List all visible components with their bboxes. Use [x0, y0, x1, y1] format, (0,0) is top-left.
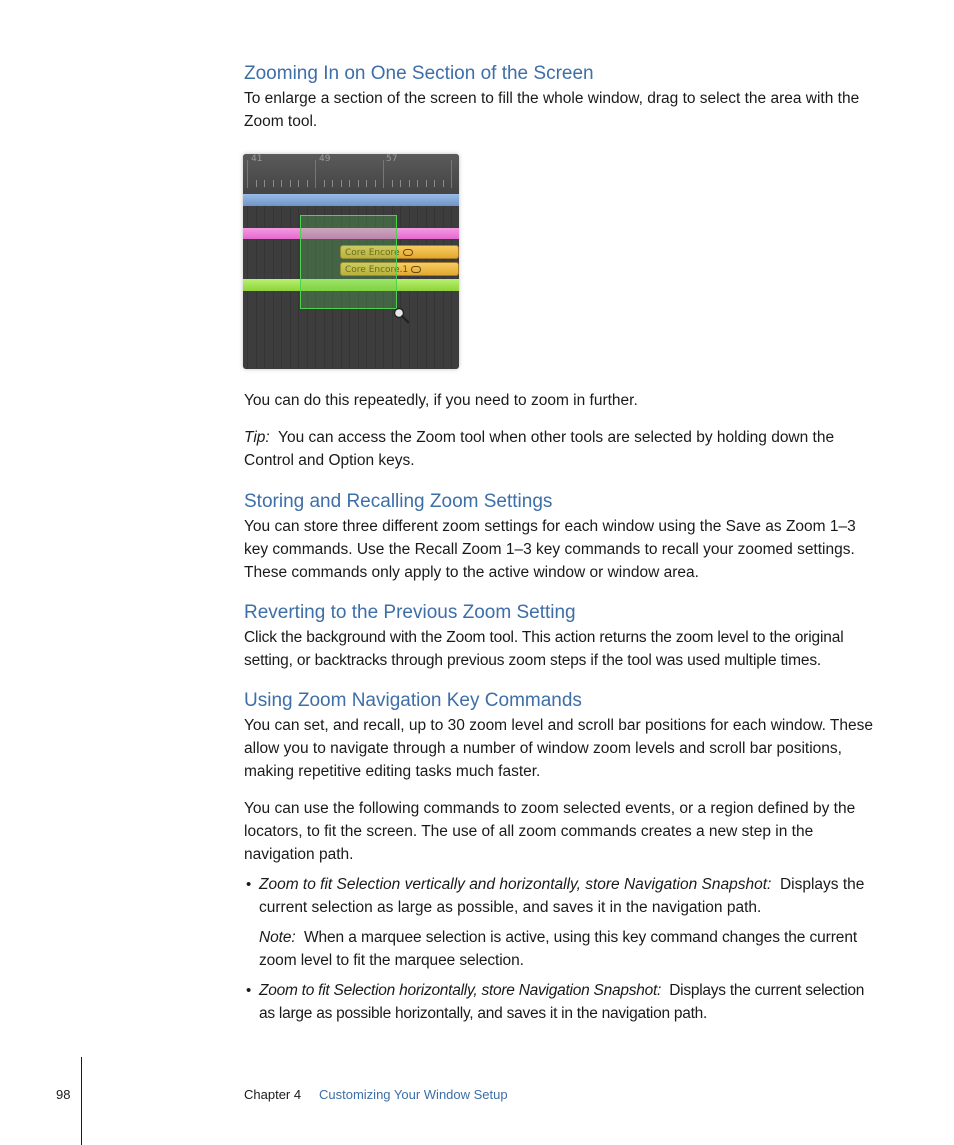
ruler-tick	[315, 160, 316, 188]
zoom-tool-screenshot	[243, 154, 459, 369]
ruler-tick	[375, 180, 376, 187]
bullet-note	[259, 926, 876, 972]
ruler-tick	[247, 160, 248, 188]
bullet-term: Zoom to fit Selection horizontally, store Navigation Snapshot:	[259, 982, 662, 999]
ruler-tick	[434, 180, 435, 187]
ruler-tick	[349, 180, 350, 187]
bullet-term: Zoom to fit Selection vertically and horizontally, store Navigation Snapshot:	[259, 876, 772, 893]
bullet-text: Displays the current selection as large as possible, and saves it in the navigation path.	[259, 876, 865, 916]
note-label: Note:	[259, 929, 296, 946]
ruler-tick	[366, 180, 367, 187]
ruler-number: 41	[251, 154, 263, 164]
bullet-marker: •	[246, 982, 252, 999]
footer-chapter-label: Chapter 4	[244, 1087, 302, 1102]
ruler-tick	[409, 180, 410, 187]
region-label: Core Encore.1	[345, 265, 409, 275]
bullet-text: Displays the current selection as large as possible horizontally, and saves it in the navigation path.	[259, 982, 865, 1022]
ruler-tick	[417, 180, 418, 187]
ruler-number: 57	[386, 154, 398, 164]
region-label: Core Encore	[345, 248, 400, 258]
track-lane-blue	[243, 194, 459, 206]
ruler-tick	[281, 180, 282, 187]
magnifier-icon	[393, 307, 411, 325]
paragraph-tip	[244, 426, 876, 472]
paragraph-revert-zoom: Click the background with the Zoom tool. This action returns the zoom level to the original setting, or backtracks through previous zoom steps if the tool was used multiple times.	[244, 629, 844, 669]
ruler-tick	[400, 180, 401, 187]
ruler-tick	[451, 160, 452, 188]
paragraph-zoom-commands: You can use the following commands to zoom selected events, or a region defined by the locators, to fit the screen. The use of all zoom commands creates a new step in the navigation path.	[244, 800, 856, 863]
ruler-tick	[256, 180, 257, 187]
bar-ruler	[243, 154, 459, 194]
paragraph-zoom-intro: To enlarge a section of the screen to fill the whole window, drag to select the area with the Zoom tool.	[244, 90, 860, 130]
ruler-tick	[273, 180, 274, 187]
ruler-tick	[298, 180, 299, 187]
bullet-item	[259, 979, 876, 1025]
paragraph-repeat-zoom: You can do this repeatedly, if you need to zoom in further.	[244, 392, 638, 409]
tip-label: Tip:	[244, 429, 270, 446]
ruler-tick	[264, 180, 265, 187]
tip-text: You can access the Zoom tool when other tools are selected by holding down the Control and Option keys.	[244, 429, 835, 469]
heading-navigation-key-commands: Using Zoom Navigation Key Commands	[244, 690, 582, 711]
page-number: 98	[56, 1087, 71, 1102]
ruler-tick	[307, 180, 308, 187]
loop-icon	[403, 249, 413, 256]
ruler-tick	[383, 160, 384, 188]
footer-divider	[81, 1057, 82, 1145]
paragraph-store-zoom: You can store three different zoom settings for each window using the Save as Zoom 1–3 key commands. Use the Recall Zoom 1–3 key commands to recall your zoomed settings. These commands only apply to the active window or window area.	[244, 518, 856, 581]
bullet-item	[259, 873, 876, 919]
ruler-number: 49	[319, 154, 331, 164]
loop-icon	[411, 266, 421, 273]
ruler-tick	[443, 180, 444, 187]
heading-reverting: Reverting to the Previous Zoom Setting	[244, 602, 576, 623]
footer-chapter-title: Customizing Your Window Setup	[319, 1087, 508, 1102]
note-text: When a marquee selection is active, using this key command changes the current zoom level to fit the marquee selection.	[259, 929, 858, 969]
paragraph-zoom-positions: You can set, and recall, up to 30 zoom level and scroll bar positions for each window. These allow you to navigate through a number of window zoom levels and scroll bar positions, making repetitive editing tasks much faster.	[244, 717, 873, 780]
heading-storing-recalling: Storing and Recalling Zoom Settings	[244, 491, 553, 512]
ruler-tick	[290, 180, 291, 187]
heading-zooming-in: Zooming In on One Section of the Screen	[244, 63, 594, 84]
bullet-marker: •	[246, 876, 252, 893]
ruler-tick	[341, 180, 342, 187]
ruler-tick	[324, 180, 325, 187]
ruler-tick	[332, 180, 333, 187]
ruler-tick	[426, 180, 427, 187]
zoom-marquee-selection[interactable]	[300, 215, 397, 309]
ruler-tick	[358, 180, 359, 187]
ruler-tick	[392, 180, 393, 187]
